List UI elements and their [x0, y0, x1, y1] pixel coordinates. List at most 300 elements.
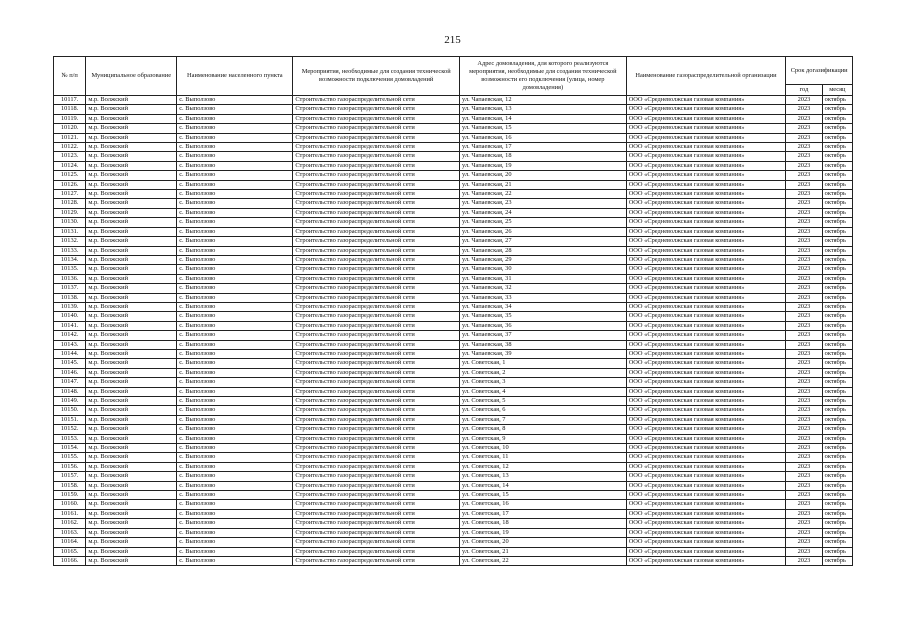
month-cell: октябрь — [822, 462, 852, 471]
organization-cell: ООО «Средневолжская газовая компания» — [626, 519, 786, 528]
municipality-cell: м.р. Волжский — [86, 387, 177, 396]
row-number: 10137. — [54, 284, 86, 293]
row-number: 10165. — [54, 547, 86, 556]
row-number: 10118. — [54, 105, 86, 114]
locality-cell: с. Выползово — [177, 105, 293, 114]
address-cell: ул. Советская, 7 — [460, 415, 627, 424]
year-cell: 2023 — [786, 359, 822, 368]
address-cell: ул. Советская, 15 — [460, 491, 627, 500]
address-cell: ул. Советская, 18 — [460, 519, 627, 528]
header-month: месяц — [822, 85, 852, 96]
table-row — [54, 397, 853, 406]
organization-cell: ООО «Средневолжская газовая компания» — [626, 302, 786, 311]
table-row — [54, 114, 853, 123]
table-row — [54, 349, 853, 358]
year-cell: 2023 — [786, 302, 822, 311]
organization-cell: ООО «Средневолжская газовая компания» — [626, 284, 786, 293]
month-cell: октябрь — [822, 246, 852, 255]
address-cell: ул. Чапаевская, 33 — [460, 293, 627, 302]
row-number: 10128. — [54, 199, 86, 208]
address-cell: ул. Чапаевская, 38 — [460, 340, 627, 349]
year-cell: 2023 — [786, 472, 822, 481]
month-cell: октябрь — [822, 387, 852, 396]
organization-cell: ООО «Средневолжская газовая компания» — [626, 105, 786, 114]
locality-cell: с. Выползово — [177, 519, 293, 528]
activity-cell: Строительство газораспределительной сети — [293, 171, 460, 180]
municipality-cell: м.р. Волжский — [86, 246, 177, 255]
activity-cell: Строительство газораспределительной сети — [293, 519, 460, 528]
header-term: Срок догазификации — [786, 57, 853, 85]
table-row — [54, 547, 853, 556]
locality-cell: с. Выползово — [177, 349, 293, 358]
organization-cell: ООО «Средневолжская газовая компания» — [626, 453, 786, 462]
organization-cell: ООО «Средневолжская газовая компания» — [626, 237, 786, 246]
organization-cell: ООО «Средневолжская газовая компания» — [626, 208, 786, 217]
locality-cell: с. Выползово — [177, 359, 293, 368]
locality-cell: с. Выползово — [177, 274, 293, 283]
municipality-cell: м.р. Волжский — [86, 340, 177, 349]
table-row — [54, 133, 853, 142]
organization-cell: ООО «Средневолжская газовая компания» — [626, 255, 786, 264]
organization-cell: ООО «Средневолжская газовая компания» — [626, 462, 786, 471]
month-cell: октябрь — [822, 227, 852, 236]
activity-cell: Строительство газораспределительной сети — [293, 199, 460, 208]
organization-cell: ООО «Средневолжская газовая компания» — [626, 152, 786, 161]
activity-cell: Строительство газораспределительной сети — [293, 434, 460, 443]
address-cell: ул. Чапаевская, 24 — [460, 208, 627, 217]
row-number: 10136. — [54, 274, 86, 283]
month-cell: октябрь — [822, 444, 852, 453]
year-cell: 2023 — [786, 143, 822, 152]
table-row — [54, 528, 853, 537]
table-row — [54, 312, 853, 321]
table-row — [54, 415, 853, 424]
address-cell: ул. Советская, 12 — [460, 462, 627, 471]
organization-cell: ООО «Средневолжская газовая компания» — [626, 199, 786, 208]
month-cell: октябрь — [822, 114, 852, 123]
month-cell: октябрь — [822, 171, 852, 180]
municipality-cell: м.р. Волжский — [86, 152, 177, 161]
table-row — [54, 218, 853, 227]
organization-cell: ООО «Средневолжская газовая компания» — [626, 387, 786, 396]
address-cell: ул. Советская, 5 — [460, 397, 627, 406]
municipality-cell: м.р. Волжский — [86, 302, 177, 311]
row-number: 10163. — [54, 528, 86, 537]
municipality-cell: м.р. Волжский — [86, 284, 177, 293]
year-cell: 2023 — [786, 114, 822, 123]
address-cell: ул. Советская, 21 — [460, 547, 627, 556]
locality-cell: с. Выползово — [177, 114, 293, 123]
organization-cell: ООО «Средневолжская газовая компания» — [626, 246, 786, 255]
month-cell: октябрь — [822, 293, 852, 302]
table-row — [54, 491, 853, 500]
municipality-cell: м.р. Волжский — [86, 359, 177, 368]
row-number: 10138. — [54, 293, 86, 302]
municipality-cell: м.р. Волжский — [86, 509, 177, 518]
month-cell: октябрь — [822, 556, 852, 565]
activity-cell: Строительство газораспределительной сети — [293, 556, 460, 565]
row-number: 10131. — [54, 227, 86, 236]
address-cell: ул. Советская, 2 — [460, 368, 627, 377]
row-number: 10145. — [54, 359, 86, 368]
municipality-cell: м.р. Волжский — [86, 114, 177, 123]
table-row — [54, 378, 853, 387]
municipality-cell: м.р. Волжский — [86, 444, 177, 453]
organization-cell: ООО «Средневолжская газовая компания» — [626, 114, 786, 123]
activity-cell: Строительство газораспределительной сети — [293, 444, 460, 453]
year-cell: 2023 — [786, 425, 822, 434]
locality-cell: с. Выползово — [177, 453, 293, 462]
table-row — [54, 538, 853, 547]
activity-cell: Строительство газораспределительной сети — [293, 359, 460, 368]
month-cell: октябрь — [822, 472, 852, 481]
locality-cell: с. Выползово — [177, 425, 293, 434]
row-number: 10162. — [54, 519, 86, 528]
table-row — [54, 105, 853, 114]
month-cell: октябрь — [822, 481, 852, 490]
month-cell: октябрь — [822, 199, 852, 208]
activity-cell: Строительство газораспределительной сети — [293, 528, 460, 537]
organization-cell: ООО «Средневолжская газовая компания» — [626, 547, 786, 556]
month-cell: октябрь — [822, 378, 852, 387]
year-cell: 2023 — [786, 462, 822, 471]
year-cell: 2023 — [786, 528, 822, 537]
address-cell: ул. Чапаевская, 30 — [460, 265, 627, 274]
table-row — [54, 255, 853, 264]
organization-cell: ООО «Средневолжская газовая компания» — [626, 321, 786, 330]
activity-cell: Строительство газораспределительной сети — [293, 538, 460, 547]
municipality-cell: м.р. Волжский — [86, 425, 177, 434]
locality-cell: с. Выползово — [177, 302, 293, 311]
year-cell: 2023 — [786, 161, 822, 170]
row-number: 10120. — [54, 124, 86, 133]
locality-cell: с. Выползово — [177, 538, 293, 547]
locality-cell: с. Выползово — [177, 124, 293, 133]
month-cell: октябрь — [822, 265, 852, 274]
month-cell: октябрь — [822, 180, 852, 189]
address-cell: ул. Чапаевская, 35 — [460, 312, 627, 321]
municipality-cell: м.р. Волжский — [86, 538, 177, 547]
row-number: 10123. — [54, 152, 86, 161]
address-cell: ул. Советская, 6 — [460, 406, 627, 415]
municipality-cell: м.р. Волжский — [86, 462, 177, 471]
row-number: 10133. — [54, 246, 86, 255]
table-row — [54, 190, 853, 199]
municipality-cell: м.р. Волжский — [86, 415, 177, 424]
month-cell: октябрь — [822, 284, 852, 293]
activity-cell: Строительство газораспределительной сети — [293, 500, 460, 509]
row-number: 10129. — [54, 208, 86, 217]
year-cell: 2023 — [786, 180, 822, 189]
header-year: год — [786, 85, 822, 96]
locality-cell: с. Выползово — [177, 180, 293, 189]
year-cell: 2023 — [786, 255, 822, 264]
address-cell: ул. Чапаевская, 17 — [460, 143, 627, 152]
table-row — [54, 406, 853, 415]
year-cell: 2023 — [786, 124, 822, 133]
municipality-cell: м.р. Волжский — [86, 519, 177, 528]
activity-cell: Строительство газораспределительной сети — [293, 152, 460, 161]
address-cell: ул. Чапаевская, 39 — [460, 349, 627, 358]
activity-cell: Строительство газораспределительной сети — [293, 547, 460, 556]
row-number: 10144. — [54, 349, 86, 358]
activity-cell: Строительство газораспределительной сети — [293, 114, 460, 123]
month-cell: октябрь — [822, 143, 852, 152]
table-row — [54, 387, 853, 396]
municipality-cell: м.р. Волжский — [86, 500, 177, 509]
municipality-cell: м.р. Волжский — [86, 265, 177, 274]
row-number: 10166. — [54, 556, 86, 565]
locality-cell: с. Выползово — [177, 190, 293, 199]
organization-cell: ООО «Средневолжская газовая компания» — [626, 331, 786, 340]
address-cell: ул. Чапаевская, 28 — [460, 246, 627, 255]
municipality-cell: м.р. Волжский — [86, 556, 177, 565]
header-organization: Наименование газораспределительной организации — [626, 57, 786, 96]
municipality-cell: м.р. Волжский — [86, 124, 177, 133]
municipality-cell: м.р. Волжский — [86, 378, 177, 387]
month-cell: октябрь — [822, 237, 852, 246]
table-row — [54, 481, 853, 490]
municipality-cell: м.р. Волжский — [86, 218, 177, 227]
address-cell: ул. Чапаевская, 19 — [460, 161, 627, 170]
activity-cell: Строительство газораспределительной сети — [293, 246, 460, 255]
row-number: 10127. — [54, 190, 86, 199]
row-number: 10148. — [54, 387, 86, 396]
activity-cell: Строительство газораспределительной сети — [293, 425, 460, 434]
address-cell: ул. Чапаевская, 25 — [460, 218, 627, 227]
month-cell: октябрь — [822, 218, 852, 227]
address-cell: ул. Советская, 1 — [460, 359, 627, 368]
locality-cell: с. Выползово — [177, 368, 293, 377]
municipality-cell: м.р. Волжский — [86, 481, 177, 490]
row-number: 10130. — [54, 218, 86, 227]
table-row — [54, 284, 853, 293]
year-cell: 2023 — [786, 199, 822, 208]
locality-cell: с. Выползово — [177, 199, 293, 208]
table-row — [54, 340, 853, 349]
row-number: 10149. — [54, 397, 86, 406]
header-activity: Мероприятия, необходимые для создания технической возможности подключения домовладений — [293, 57, 460, 96]
locality-cell: с. Выползово — [177, 481, 293, 490]
organization-cell: ООО «Средневолжская газовая компания» — [626, 378, 786, 387]
locality-cell: с. Выползово — [177, 547, 293, 556]
address-cell: ул. Чапаевская, 18 — [460, 152, 627, 161]
locality-cell: с. Выползово — [177, 237, 293, 246]
row-number: 10122. — [54, 143, 86, 152]
row-number: 10151. — [54, 415, 86, 424]
organization-cell: ООО «Средневолжская газовая компания» — [626, 265, 786, 274]
activity-cell: Строительство газораспределительной сети — [293, 96, 460, 105]
activity-cell: Строительство газораспределительной сети — [293, 180, 460, 189]
row-number: 10164. — [54, 538, 86, 547]
municipality-cell: м.р. Волжский — [86, 143, 177, 152]
table-row — [54, 96, 853, 105]
municipality-cell: м.р. Волжский — [86, 161, 177, 170]
address-cell: ул. Чапаевская, 13 — [460, 105, 627, 114]
year-cell: 2023 — [786, 237, 822, 246]
year-cell: 2023 — [786, 190, 822, 199]
activity-cell: Строительство газораспределительной сети — [293, 105, 460, 114]
month-cell: октябрь — [822, 321, 852, 330]
locality-cell: с. Выползово — [177, 397, 293, 406]
organization-cell: ООО «Средневолжская газовая компания» — [626, 359, 786, 368]
month-cell: октябрь — [822, 425, 852, 434]
row-number: 10146. — [54, 368, 86, 377]
table-row — [54, 500, 853, 509]
activity-cell: Строительство газораспределительной сети — [293, 284, 460, 293]
address-cell: ул. Советская, 3 — [460, 378, 627, 387]
organization-cell: ООО «Средневолжская газовая компания» — [626, 481, 786, 490]
activity-cell: Строительство газораспределительной сети — [293, 218, 460, 227]
activity-cell: Строительство газораспределительной сети — [293, 349, 460, 358]
row-number: 10143. — [54, 340, 86, 349]
table-row — [54, 171, 853, 180]
table-row — [54, 161, 853, 170]
municipality-cell: м.р. Волжский — [86, 472, 177, 481]
activity-cell: Строительство газораспределительной сети — [293, 124, 460, 133]
organization-cell: ООО «Средневолжская газовая компания» — [626, 556, 786, 565]
address-cell: ул. Чапаевская, 22 — [460, 190, 627, 199]
year-cell: 2023 — [786, 406, 822, 415]
activity-cell: Строительство газораспределительной сети — [293, 161, 460, 170]
year-cell: 2023 — [786, 397, 822, 406]
year-cell: 2023 — [786, 547, 822, 556]
address-cell: ул. Чапаевская, 23 — [460, 199, 627, 208]
month-cell: октябрь — [822, 133, 852, 142]
municipality-cell: м.р. Волжский — [86, 528, 177, 537]
address-cell: ул. Чапаевская, 36 — [460, 321, 627, 330]
locality-cell: с. Выползово — [177, 321, 293, 330]
month-cell: октябрь — [822, 368, 852, 377]
table-row — [54, 265, 853, 274]
table-row — [54, 519, 853, 528]
year-cell: 2023 — [786, 481, 822, 490]
address-cell: ул. Чапаевская, 16 — [460, 133, 627, 142]
row-number: 10147. — [54, 378, 86, 387]
organization-cell: ООО «Средневолжская газовая компания» — [626, 218, 786, 227]
activity-cell: Строительство газораспределительной сети — [293, 331, 460, 340]
header-locality: Наименование населенного пункта — [177, 57, 293, 96]
activity-cell: Строительство газораспределительной сети — [293, 133, 460, 142]
month-cell: октябрь — [822, 509, 852, 518]
table-row — [54, 180, 853, 189]
municipality-cell: м.р. Волжский — [86, 255, 177, 264]
locality-cell: с. Выползово — [177, 472, 293, 481]
table-row — [54, 274, 853, 283]
table-row — [54, 453, 853, 462]
locality-cell: с. Выползово — [177, 227, 293, 236]
month-cell: октябрь — [822, 331, 852, 340]
table-row — [54, 509, 853, 518]
activity-cell: Строительство газораспределительной сети — [293, 265, 460, 274]
address-cell: ул. Советская, 20 — [460, 538, 627, 547]
year-cell: 2023 — [786, 349, 822, 358]
locality-cell: с. Выползово — [177, 255, 293, 264]
organization-cell: ООО «Средневолжская газовая компания» — [626, 171, 786, 180]
locality-cell: с. Выползово — [177, 491, 293, 500]
row-number: 10142. — [54, 331, 86, 340]
row-number: 10154. — [54, 444, 86, 453]
locality-cell: с. Выползово — [177, 218, 293, 227]
row-number: 10155. — [54, 453, 86, 462]
organization-cell: ООО «Средневолжская газовая компания» — [626, 227, 786, 236]
month-cell: октябрь — [822, 359, 852, 368]
year-cell: 2023 — [786, 368, 822, 377]
table-row — [54, 472, 853, 481]
row-number: 10119. — [54, 114, 86, 123]
table-row — [54, 321, 853, 330]
locality-cell: с. Выползово — [177, 331, 293, 340]
year-cell: 2023 — [786, 227, 822, 236]
year-cell: 2023 — [786, 246, 822, 255]
organization-cell: ООО «Средневолжская газовая компания» — [626, 425, 786, 434]
row-number: 10117. — [54, 96, 86, 105]
month-cell: октябрь — [822, 397, 852, 406]
month-cell: октябрь — [822, 500, 852, 509]
row-number: 10153. — [54, 434, 86, 443]
organization-cell: ООО «Средневолжская газовая компания» — [626, 368, 786, 377]
year-cell: 2023 — [786, 415, 822, 424]
month-cell: октябрь — [822, 161, 852, 170]
row-number: 10121. — [54, 133, 86, 142]
locality-cell: с. Выползово — [177, 415, 293, 424]
activity-cell: Строительство газораспределительной сети — [293, 491, 460, 500]
year-cell: 2023 — [786, 340, 822, 349]
locality-cell: с. Выползово — [177, 161, 293, 170]
month-cell: октябрь — [822, 152, 852, 161]
table-header — [54, 57, 853, 96]
organization-cell: ООО «Средневолжская газовая компания» — [626, 528, 786, 537]
address-cell: ул. Чапаевская, 12 — [460, 96, 627, 105]
locality-cell: с. Выползово — [177, 312, 293, 321]
activity-cell: Строительство газораспределительной сети — [293, 255, 460, 264]
activity-cell: Строительство газораспределительной сети — [293, 143, 460, 152]
address-cell: ул. Советская, 10 — [460, 444, 627, 453]
address-cell: ул. Чапаевская, 34 — [460, 302, 627, 311]
organization-cell: ООО «Средневолжская газовая компания» — [626, 133, 786, 142]
address-cell: ул. Советская, 22 — [460, 556, 627, 565]
address-cell: ул. Чапаевская, 20 — [460, 171, 627, 180]
table-row — [54, 208, 853, 217]
year-cell: 2023 — [786, 509, 822, 518]
month-cell: октябрь — [822, 124, 852, 133]
municipality-cell: м.р. Волжский — [86, 406, 177, 415]
year-cell: 2023 — [786, 312, 822, 321]
address-cell: ул. Советская, 16 — [460, 500, 627, 509]
locality-cell: с. Выползово — [177, 152, 293, 161]
year-cell: 2023 — [786, 321, 822, 330]
year-cell: 2023 — [786, 218, 822, 227]
year-cell: 2023 — [786, 208, 822, 217]
month-cell: октябрь — [822, 312, 852, 321]
table-row — [54, 293, 853, 302]
locality-cell: с. Выползово — [177, 500, 293, 509]
table-row — [54, 152, 853, 161]
row-number: 10160. — [54, 500, 86, 509]
month-cell: октябрь — [822, 547, 852, 556]
header-municipality: Муниципальное образование — [86, 57, 177, 96]
municipality-cell: м.р. Волжский — [86, 434, 177, 443]
municipality-cell: м.р. Волжский — [86, 331, 177, 340]
activity-cell: Строительство газораспределительной сети — [293, 293, 460, 302]
organization-cell: ООО «Средневолжская газовая компания» — [626, 397, 786, 406]
locality-cell: с. Выползово — [177, 293, 293, 302]
municipality-cell: м.р. Волжский — [86, 274, 177, 283]
activity-cell: Строительство газораспределительной сети — [293, 340, 460, 349]
organization-cell: ООО «Средневолжская газовая компания» — [626, 340, 786, 349]
year-cell: 2023 — [786, 500, 822, 509]
organization-cell: ООО «Средневолжская газовая компания» — [626, 312, 786, 321]
